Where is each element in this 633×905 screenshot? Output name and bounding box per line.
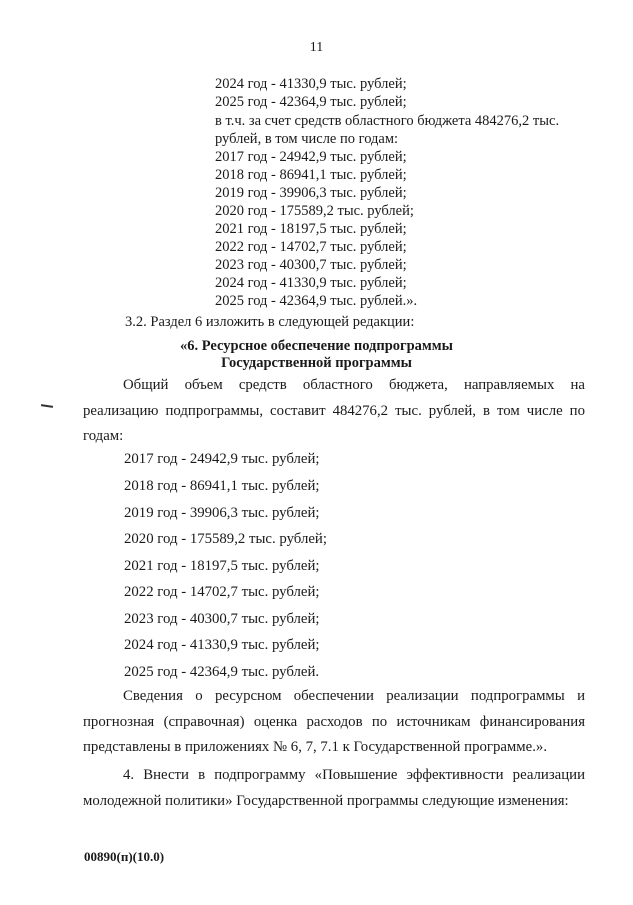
top-line: 2025 год - 42364,9 тыс. рублей.».	[215, 293, 418, 309]
year-line: 2019 год - 39906,3 тыс. рублей;	[124, 505, 320, 521]
top-line: 2023 год - 40300,7 тыс. рублей;	[215, 257, 407, 273]
paragraph-budget-text: Общий объем средств областного бюджета, направляемых на реализацию подпрограммы, составит 484276,2 тыс. рублей, в том числе по годам:	[83, 377, 585, 444]
top-line: 2019 год - 39906,3 тыс. рублей;	[215, 185, 407, 201]
top-line: 2024 год - 41330,9 тыс. рублей;	[215, 76, 407, 92]
year-line: 2024 год - 41330,9 тыс. рублей;	[124, 637, 320, 653]
year-line: 2018 год - 86941,1 тыс. рублей;	[124, 478, 320, 494]
paragraph-info	[83, 684, 585, 761]
top-line: рублей, в том числе по годам:	[215, 131, 399, 147]
top-line: 2018 год - 86941,1 тыс. рублей;	[215, 167, 407, 183]
top-line: 2025 год - 42364,9 тыс. рублей;	[215, 94, 407, 110]
year-line: 2022 год - 14702,7 тыс. рублей;	[124, 584, 320, 600]
year-line: 2021 год - 18197,5 тыс. рублей;	[124, 558, 320, 574]
paragraph-changes	[83, 763, 585, 814]
paragraph-budget	[83, 373, 585, 450]
year-line: 2020 год - 175589,2 тыс. рублей;	[124, 531, 327, 547]
footer-code: 00890(п)(10.0)	[84, 849, 165, 864]
year-line: 2017 год - 24942,9 тыс. рублей;	[124, 451, 320, 467]
year-line: 2025 год - 42364,9 тыс. рублей.	[124, 664, 320, 680]
top-line: 2021 год - 18197,5 тыс. рублей;	[215, 221, 407, 237]
margin-mark	[41, 404, 53, 408]
top-line: 2022 год - 14702,7 тыс. рублей;	[215, 239, 407, 255]
section-heading-2: Государственной программы	[221, 355, 412, 371]
page-number: 11	[309, 40, 324, 55]
section-line: 3.2. Раздел 6 изложить в следующей редакции:	[125, 314, 415, 330]
top-line: в т.ч. за счет средств областного бюджета 484276,2 тыс.	[215, 113, 560, 129]
paragraph-info-text: Сведения о ресурсном обеспечении реализации подпрограммы и прогнозная (справочная) оценка расходов по источникам финансирования представлены в приложениях № 6, 7, 7.1 к Государственной программе.».	[83, 688, 585, 755]
section-heading-1: «6. Ресурсное обеспечение подпрограммы	[179, 338, 454, 354]
year-line: 2023 год - 40300,7 тыс. рублей;	[124, 611, 320, 627]
top-line: 2024 год - 41330,9 тыс. рублей;	[215, 275, 407, 291]
top-line: 2020 год - 175589,2 тыс. рублей;	[215, 203, 414, 219]
paragraph-changes-text: 4. Внести в подпрограмму «Повышение эффективности реализации молодежной политики» Государственной программы следующие изменения:	[83, 767, 585, 809]
top-line: 2017 год - 24942,9 тыс. рублей;	[215, 149, 407, 165]
